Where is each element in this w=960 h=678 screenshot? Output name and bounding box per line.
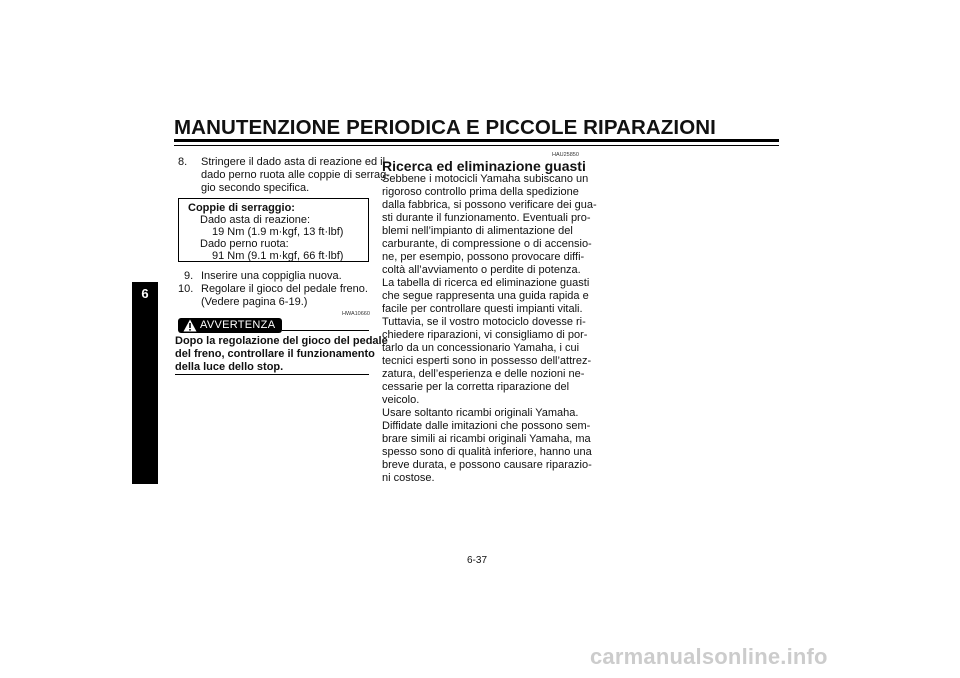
spec-heading: Coppie di serraggio: bbox=[188, 202, 295, 214]
warning-triangle-icon bbox=[183, 319, 197, 332]
paragraph-1 bbox=[382, 173, 597, 277]
warning-line-2: del freno, controllare il funzionamento bbox=[175, 348, 375, 360]
p3-line-4: spesso sono di qualità inferiore, hanno una bbox=[382, 446, 592, 458]
section-code: HAU25850 bbox=[552, 152, 579, 158]
step-number: 9. bbox=[184, 270, 194, 282]
step-number: 8. bbox=[178, 156, 188, 168]
p3-line-5: breve durata, e possono causare riparazio- bbox=[382, 459, 592, 471]
warning-badge bbox=[178, 318, 282, 333]
chapter-tab bbox=[132, 282, 158, 484]
p2-line-5: chiedere riparazioni, vi consigliamo di por- bbox=[382, 329, 588, 341]
p3-line-6: ni costose. bbox=[382, 472, 435, 484]
step-10-line-2: (Vedere pagina 6-19.) bbox=[201, 296, 308, 308]
watermark: carmanualsonline.info bbox=[590, 644, 828, 669]
p1-line-2: rigoroso controllo prima della spedizione bbox=[382, 186, 579, 198]
torque-spec-box bbox=[178, 198, 369, 262]
list-item-step-9 bbox=[178, 270, 370, 283]
warning-line-3: della luce dello stop. bbox=[175, 361, 284, 373]
p1-line-5: blemi nell’impianto di alimentazione del bbox=[382, 225, 573, 237]
warning-line-1: Dopo la regolazione del gioco del pedale bbox=[175, 335, 388, 347]
step-number: 10. bbox=[178, 283, 194, 295]
warning-bottom-rule bbox=[175, 374, 369, 375]
p3-line-3: brare simili ai ricambi originali Yamaha, ma bbox=[382, 433, 591, 445]
p1-line-4: sti durante il funzionamento. Eventuali pro- bbox=[382, 212, 591, 224]
warning-code: HWA10660 bbox=[342, 311, 370, 317]
p2-line-10: veicolo. bbox=[382, 394, 420, 406]
p2-line-4: Tuttavia, se il vostro motociclo dovesse ri- bbox=[382, 316, 586, 328]
warning-label: AVVERTENZA bbox=[200, 319, 276, 331]
step-9-text: Inserire una coppiglia nuova. bbox=[201, 270, 342, 282]
spec-item-1-value: 19 Nm (1.9 m·kgf, 13 ft·lbf) bbox=[212, 226, 344, 238]
paragraph-3 bbox=[382, 407, 592, 485]
chapter-number: 6 bbox=[141, 286, 149, 301]
p2-line-3: facile per controllare questi impianti vitali. bbox=[382, 303, 583, 315]
step-10-line-1: Regolare il gioco del pedale freno. bbox=[201, 283, 368, 295]
p3-line-2: Diffidate dalle imitazioni che possono sem- bbox=[382, 420, 591, 432]
p1-line-7: ne, per esempio, possono provocare diffi- bbox=[382, 251, 585, 263]
p1-line-6: carburante, di compressione o di accensio- bbox=[382, 238, 592, 250]
p2-line-8: zatura, dell’esperienza e delle nozioni ne- bbox=[382, 368, 585, 380]
p3-line-1: Usare soltanto ricambi originali Yamaha. bbox=[382, 407, 579, 419]
paragraph-2 bbox=[382, 277, 592, 407]
p1-line-3: dalla fabbrica, si possono verificare dei gua- bbox=[382, 199, 597, 211]
spec-item-1-label: Dado asta di reazione: bbox=[200, 214, 311, 226]
spec-item-2-value: 91 Nm (9.1 m·kgf, 66 ft·lbf) bbox=[212, 250, 344, 262]
page-number: 6-37 bbox=[467, 555, 488, 566]
header-rule-thin bbox=[174, 145, 779, 146]
p2-line-9: cessarie per la corretta riparazione del bbox=[382, 381, 570, 393]
p1-line-1: Sebbene i motocicli Yamaha subiscano un bbox=[382, 173, 589, 185]
section-heading: Ricerca ed eliminazione guasti bbox=[382, 158, 586, 174]
step-8-line-3: gio secondo specifica. bbox=[201, 182, 310, 194]
warning-text bbox=[175, 335, 388, 374]
header-rule-thick bbox=[174, 139, 779, 142]
spec-item-2-label: Dado perno ruota: bbox=[200, 238, 289, 250]
step-8-line-2: dado perno ruota alle coppie di serrag- bbox=[201, 169, 390, 181]
p2-line-7: tecnici esperti sono in possesso dell’attrez- bbox=[382, 355, 592, 367]
p2-line-2: che segue rappresenta una guida rapida e bbox=[382, 290, 589, 302]
p2-line-1: La tabella di ricerca ed eliminazione guasti bbox=[382, 277, 590, 289]
page-title: MANUTENZIONE PERIODICA E PICCOLE RIPARAZIONI bbox=[174, 116, 716, 139]
p1-line-8: coltà all’avviamento o perdite di potenza. bbox=[382, 264, 581, 276]
warning-header-rule bbox=[282, 330, 369, 331]
step-8-line-1: Stringere il dado asta di reazione ed il bbox=[201, 156, 386, 168]
p2-line-6: tarlo da un concessionario Yamaha, i cui bbox=[382, 342, 580, 354]
